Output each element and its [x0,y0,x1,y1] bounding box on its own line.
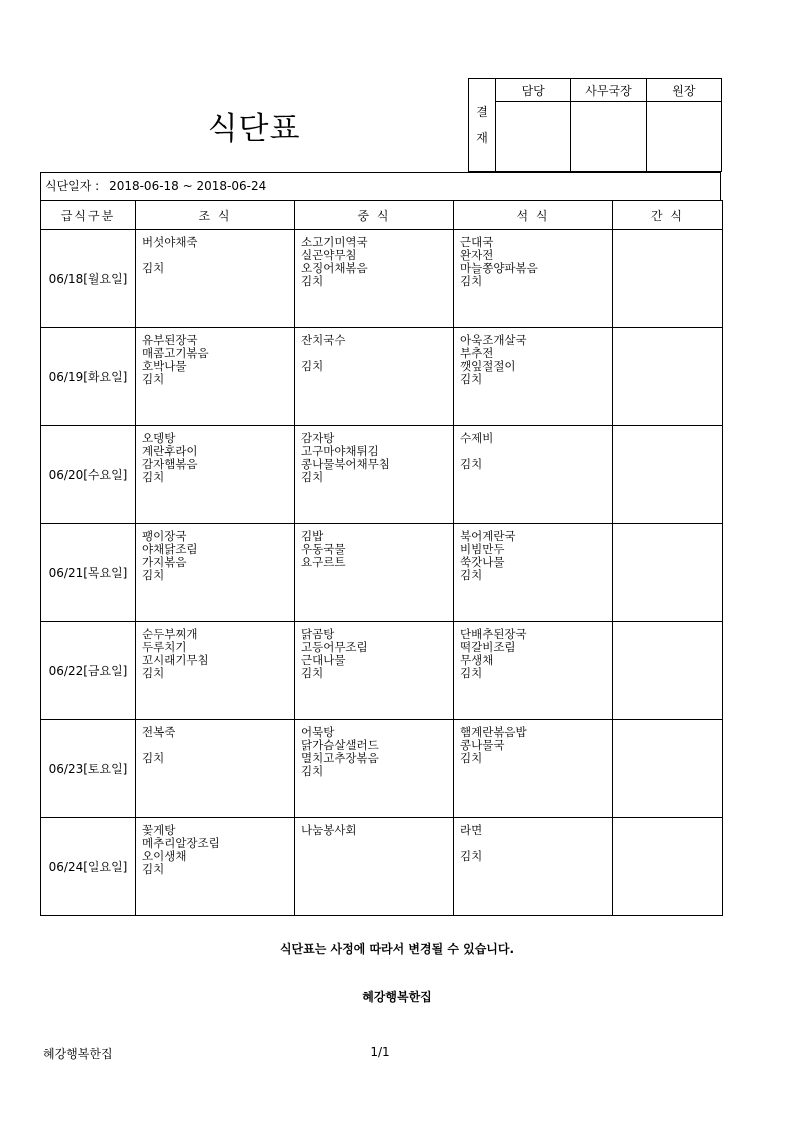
lunch-menu-list [295,328,453,373]
lunch-cell [295,328,454,426]
menu-item: 우동국물 [301,542,346,556]
period-label: 식단일자 : [45,179,100,193]
day-date: 06/23[토요일] [41,720,136,818]
menu-item: 햄계란볶음밥 [460,725,527,739]
dinner-menu-list [454,720,612,765]
menu-item: 수제비 [460,431,494,445]
menu-item: 호박나물 [142,359,187,373]
dinner-cell [454,230,613,328]
menu-item: 고구마야채튀김 [301,444,379,458]
dinner-menu-list [454,230,612,288]
approval-sign-staff [496,102,571,172]
dinner-cell [454,328,613,426]
menu-item: 김치 [142,862,165,876]
menu-item: 김치 [301,764,324,778]
snack-menu-list [613,426,722,432]
breakfast-menu-list [136,818,294,876]
menu-item: 김치 [301,470,324,484]
table-row [41,524,723,622]
dinner-menu-list [454,426,612,471]
breakfast-menu-list [136,328,294,386]
menu-item: 메추리알장조림 [142,836,220,850]
menu-item: 부추전 [460,346,494,360]
snack-cell [613,230,723,328]
day-date: 06/21[목요일] [41,524,136,622]
table-body [41,230,723,916]
dinner-menu-list [454,524,612,582]
menu-item: 김치 [460,457,483,471]
lunch-cell [295,230,454,328]
menu-item: 버섯야채죽 [142,235,198,249]
day-date: 06/19[화요일] [41,328,136,426]
approval-role-secretary: 사무국장 [571,79,646,102]
lunch-menu-list [295,720,453,778]
breakfast-menu-list [136,622,294,680]
lunch-cell [295,524,454,622]
header-snack: 간 식 [613,201,723,230]
table-row [41,818,723,916]
approval-label-bottom: 재 [476,131,488,145]
menu-item: 가지볶음 [142,555,187,569]
breakfast-cell [136,426,295,524]
snack-cell [613,524,723,622]
menu-item: 전복죽 [142,725,176,739]
menu-item: 김치 [460,751,483,765]
breakfast-cell [136,524,295,622]
menu-item: 두루치기 [142,640,187,654]
menu-item: 오징어채볶음 [301,261,368,275]
dinner-menu-list [454,622,612,680]
menu-item: 오뎅탕 [142,431,176,445]
menu-item: 김치 [301,359,324,373]
menu-item: 깻잎절절이 [460,359,516,373]
menu-item: 콩나물북어채무침 [301,457,390,471]
lunch-cell [295,622,454,720]
approval-sign-secretary [571,102,646,172]
menu-item: 쑥갓나물 [460,555,505,569]
menu-item: 감자탕 [301,431,335,445]
breakfast-menu-list [136,426,294,484]
menu-item: 닭곰탕 [301,627,335,641]
menu-item: 근대국 [460,235,494,249]
header-meal-type: 급식구분 [41,201,136,230]
menu-item: 고등어무조림 [301,640,368,654]
menu-item: 김치 [460,568,483,582]
menu-item: 야채닭조림 [142,542,198,556]
dinner-cell [454,720,613,818]
breakfast-cell [136,720,295,818]
menu-item: 김치 [301,274,324,288]
table-row [41,426,723,524]
menu-item: 김치 [460,274,483,288]
header-lunch: 중 식 [295,201,454,230]
lunch-menu-list [295,818,453,837]
snack-menu-list [613,524,722,530]
menu-item: 완자전 [460,248,494,262]
menu-item [142,739,294,752]
header-breakfast: 조 식 [136,201,295,230]
menu-item: 북어계란국 [460,529,516,543]
dinner-cell [454,622,613,720]
footer-organization: 혜강행복한집 [43,1047,113,1061]
approval-role-director: 원장 [646,79,721,102]
menu-item: 아욱조개살국 [460,333,527,347]
table-row [41,230,723,328]
menu-item [460,445,612,458]
menu-item: 김치 [142,751,165,765]
menu-item: 김치 [142,568,165,582]
menu-item: 김치 [460,666,483,680]
meal-table [40,200,723,916]
menu-item: 마늘쫑양파볶음 [460,261,538,275]
lunch-cell [295,720,454,818]
approval-role-staff: 담당 [496,79,571,102]
day-date: 06/22[금요일] [41,622,136,720]
menu-item: 팽이장국 [142,529,187,543]
page-title: 식단표 [207,110,301,147]
menu-item: 계란후라이 [142,444,198,458]
menu-item: 닭가슴살샐러드 [301,738,379,752]
approval-sign-director [646,102,721,172]
menu-item: 오이생채 [142,849,187,863]
lunch-menu-list [295,622,453,680]
meal-period [40,172,721,200]
menu-item [301,347,453,360]
menu-item: 감자햄볶음 [142,457,198,471]
menu-item: 김치 [142,372,165,386]
breakfast-cell [136,622,295,720]
dinner-menu-list [454,818,612,863]
notice-text: 식단표는 사정에 따라서 변경될 수 있습니다. [279,942,515,956]
menu-item: 단배추된장국 [460,627,527,641]
day-date: 06/24[일요일] [41,818,136,916]
lunch-cell [295,818,454,916]
footer-page-number: 1/1 [370,1045,390,1059]
menu-item: 요구르트 [301,555,346,569]
breakfast-menu-list [136,720,294,765]
day-date: 06/20[수요일] [41,426,136,524]
breakfast-menu-list [136,524,294,582]
menu-item: 김치 [301,666,324,680]
snack-menu-list [613,230,722,236]
menu-item: 매콤고기볶음 [142,346,209,360]
dinner-cell [454,524,613,622]
menu-item: 꼬시래기무침 [142,653,209,667]
menu-item: 떡갈비조림 [460,640,516,654]
lunch-cell [295,426,454,524]
menu-item: 나눔봉사회 [301,823,357,837]
organization-name: 혜강행복한집 [362,990,432,1004]
menu-item: 꽃게탕 [142,823,176,837]
snack-cell [613,328,723,426]
menu-item [460,837,612,850]
dinner-cell [454,818,613,916]
table-header [41,201,723,230]
dinner-menu-list [454,328,612,386]
menu-item: 김치 [142,261,165,275]
breakfast-cell [136,328,295,426]
menu-item: 김치 [460,849,483,863]
table-row [41,622,723,720]
lunch-menu-list [295,524,453,569]
header-dinner: 석 식 [454,201,613,230]
menu-item: 멸치고추장볶음 [301,751,379,765]
snack-menu-list [613,328,722,334]
snack-menu-list [613,818,722,824]
menu-item: 유부된장국 [142,333,198,347]
dinner-cell [454,426,613,524]
period-value: 2018-06-18 ~ 2018-06-24 [109,179,267,193]
snack-cell [613,622,723,720]
breakfast-menu-list [136,230,294,275]
menu-item: 잔치국수 [301,333,346,347]
menu-item: 실곤약무침 [301,248,357,262]
breakfast-cell [136,230,295,328]
menu-item: 콩나물국 [460,738,505,752]
menu-item: 근대나물 [301,653,346,667]
snack-cell [613,720,723,818]
approval-label-top: 결 [476,105,488,119]
lunch-menu-list [295,426,453,484]
snack-menu-list [613,622,722,628]
table-row [41,328,723,426]
menu-item: 순두부찌개 [142,627,198,641]
table-row [41,720,723,818]
menu-item: 무생채 [460,653,494,667]
snack-cell [613,818,723,916]
snack-cell [613,426,723,524]
approval-box [468,78,722,172]
menu-item: 어묵탕 [301,725,335,739]
menu-item: 김치 [142,470,165,484]
approval-label [469,79,496,172]
breakfast-cell [136,818,295,916]
menu-item [142,249,294,262]
menu-item: 김치 [142,666,165,680]
day-date: 06/18[월요일] [41,230,136,328]
menu-item: 김밥 [301,529,324,543]
menu-item: 소고기미역국 [301,235,368,249]
lunch-menu-list [295,230,453,288]
menu-item: 김치 [460,372,483,386]
menu-item: 라면 [460,823,483,837]
menu-item: 비빔만두 [460,542,505,556]
snack-menu-list [613,720,722,726]
